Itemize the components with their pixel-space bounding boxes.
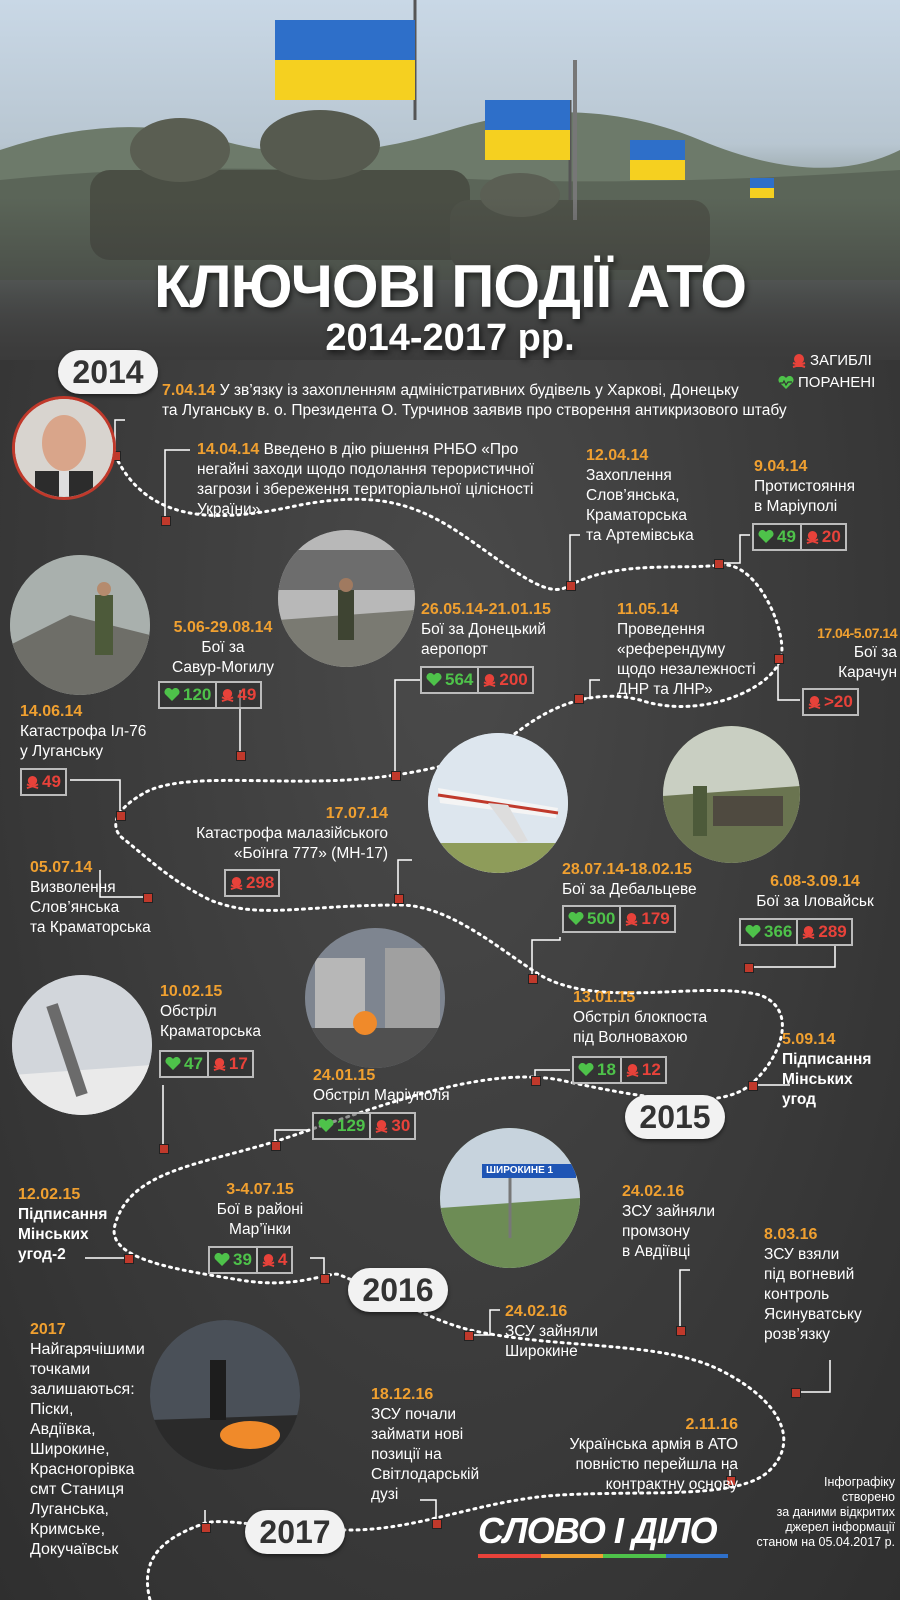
event-13-01-15: 13.01.15 Обстріл блокпоста під Волновахою [573, 989, 708, 1046]
skull-icon [26, 775, 39, 790]
event-8-03-16: 8.03.16 ЗСУ взяли під вогневий контроль Ясинуватську розв’язку [764, 1226, 862, 1343]
timeline-node [791, 1388, 801, 1398]
event-10-02-15: 10.02.15 Обстріл Краматорська [160, 983, 261, 1040]
wounded-count: 39 [210, 1248, 256, 1272]
skull-icon [792, 353, 806, 369]
casualties-marinka [208, 1246, 293, 1274]
timeline-node [394, 894, 404, 904]
event-7-04-14: 7.04.14 У зв’язку із захопленням адміністративних будівель у Харкові, Донецьку та Луганську в. о. Президента О. Турчинов заявив про створення антикризового штабу [162, 382, 787, 419]
wounded-count: 366 [741, 920, 796, 944]
heart-pulse-icon [568, 912, 584, 926]
skull-icon [802, 925, 815, 940]
wounded-count: 120 [160, 683, 215, 707]
timeline-node [566, 581, 576, 591]
dead-count: 200 [477, 668, 531, 692]
skull-icon [213, 1057, 226, 1072]
event-26-05-14-21-01-15: 26.05.14-21.01.15 Бої за Донецький аеропорт [421, 601, 551, 658]
timeline-node [531, 1076, 541, 1086]
event-14-04-14: 14.04.14 Введено в дію рішення РНБО «Про негайні заходи щодо подолання терористичної загрози і збереження територіальної цілісності України» [197, 441, 535, 518]
casualties-savur-mohyla [158, 681, 262, 709]
timeline-node [201, 1523, 211, 1533]
event-11-05-14: 11.05.14 Проведення «референдуму щодо незалежності ДНР та ЛНР» [617, 601, 756, 698]
casualties-volnovakha [572, 1056, 667, 1084]
casualties-kramatorsk [159, 1050, 254, 1078]
timeline-node [236, 751, 246, 761]
event-24-02-16-avdiivka: 24.02.16 ЗСУ зайняли промзону в Авдіївці [622, 1183, 716, 1260]
year-2016: 2016 [348, 1268, 448, 1312]
skull-icon [375, 1119, 388, 1134]
wounded-count: 47 [161, 1052, 207, 1076]
legend-dead [792, 352, 872, 369]
heart-pulse-icon [578, 1063, 594, 1077]
skull-icon [230, 876, 243, 891]
timeline-node [320, 1274, 330, 1284]
skull-icon [806, 530, 819, 545]
event-18-12-16: 18.12.16 ЗСУ почали займати нові позиції на Світлодарській дузі [371, 1386, 480, 1503]
event-5-06-29-08-14: 5.06-29.08.14 Бої за Савур-Могилу [171, 619, 275, 676]
wounded-count: 18 [574, 1058, 620, 1082]
casualties-mh17 [224, 869, 280, 897]
event-12-04-14: 12.04.14 Захоплення Слов’янська, Краматорська та Артемівська [586, 447, 694, 544]
event-14-06-14: 14.06.14 Катастрофа Іл-76 у Луганську [20, 703, 147, 760]
heart-pulse-icon [165, 1057, 181, 1071]
skull-icon [808, 695, 821, 710]
dead-count: 179 [619, 907, 673, 931]
credit-note: Інфографіку створено за даними відкритих джерел інформації станом на 05.04.2017 р. [756, 1475, 895, 1549]
timeline-node [744, 963, 754, 973]
slovo-i-dilo-logo: СЛОВО І ДІЛО [478, 1510, 728, 1558]
timeline-node [676, 1326, 686, 1336]
timeline-node [748, 1081, 758, 1091]
skull-icon [262, 1253, 275, 1268]
dead-count: 298 [226, 871, 278, 895]
event-5-09-14: 5.09.14 Підписання Мінських угод [782, 1031, 872, 1108]
casualties-ilovaisk [739, 918, 853, 946]
casualties-il-76 [20, 768, 67, 796]
heart-pulse-icon [214, 1253, 230, 1267]
wounded-count: 49 [754, 525, 800, 549]
dead-count: 49 [215, 683, 260, 707]
year-2017: 2017 [245, 1510, 345, 1554]
heart-pulse-icon [758, 530, 774, 544]
road-sign-text: ШИРОКИНЕ 1 [486, 1165, 554, 1176]
dead-count: >20 [804, 690, 857, 714]
dead-count: 49 [22, 770, 65, 794]
event-24-02-16-shyrokyne: 24.02.16 ЗСУ зайняли Широкине [505, 1303, 599, 1360]
dead-count: 289 [796, 920, 850, 944]
dead-count: 30 [369, 1114, 414, 1138]
main-title: КЛЮЧОВІ ПОДІЇ АТО [153, 253, 747, 320]
event-28-07-14-18-02-15: 28.07.14-18.02.15 Бої за Дебальцеве [562, 861, 697, 898]
casualties-debaltseve [562, 905, 676, 933]
wounded-count: 564 [422, 668, 477, 692]
wounded-count: 500 [564, 907, 619, 931]
skull-icon [221, 688, 234, 703]
event-2-11-16: 2.11.16 Українська армія в АТО повністю перейшла на контрактну основу [569, 1416, 738, 1493]
timeline-node [464, 1331, 474, 1341]
skull-icon [626, 1063, 639, 1078]
event-17-07-14: 17.07.14 Катастрофа малазійського «Боїнга 777» (МН-17) [196, 805, 388, 862]
logo-underline [478, 1554, 728, 1558]
timeline-node [161, 516, 171, 526]
year-2014: 2014 [58, 350, 158, 394]
legend-wounded-label: ПОРАНЕНІ [798, 374, 876, 391]
timeline-node [391, 771, 401, 781]
dead-count: 4 [256, 1248, 291, 1272]
event-2017: 2017 Найгарячішими точками залишаються: Піски, Авдіївка, Широкине, Красногорівка смт Станиця Луганська, Кримське, Докучаївськ [30, 1321, 145, 1558]
casualties-mariupol [312, 1112, 416, 1140]
event-12-02-15: 12.02.15 Підписання Мінських угод-2 [18, 1186, 108, 1263]
legend-dead-label: ЗАГИБЛІ [810, 352, 872, 369]
dead-count: 12 [620, 1058, 665, 1082]
timeline-node [714, 559, 724, 569]
ruins-photo [10, 555, 150, 695]
casualties-karachun [802, 688, 859, 716]
timeline-node [528, 974, 538, 984]
event-24-01-15: 24.01.15 Обстріл Маріуполя [313, 1067, 450, 1104]
event-05-07-14: 05.07.14 Визволення Слов’янська та Краматорська [30, 859, 151, 936]
timeline-node [574, 694, 584, 704]
casualties-9-04-14 [752, 523, 847, 551]
heart-pulse-icon [164, 688, 180, 702]
heart-pulse-icon [745, 925, 761, 939]
kramatorsk-shelling-photo [12, 975, 152, 1115]
shyrokyne-photo [440, 1128, 580, 1268]
timeline-node [432, 1519, 442, 1529]
wounded-count: 129 [314, 1114, 369, 1138]
tank-photo [663, 726, 800, 863]
skull-icon [483, 673, 496, 688]
timeline-node [159, 1144, 169, 1154]
event-6-08-3-09-14: 6.08-3.09.14 Бої за Іловайськ [756, 873, 874, 910]
airport-photo [278, 530, 415, 667]
skull-icon [625, 912, 638, 927]
event-3-4-07-15: 3-4.07.15 Бої в районі Мар’їнки [216, 1181, 304, 1238]
dead-count: 17 [207, 1052, 252, 1076]
year-2015: 2015 [625, 1095, 725, 1139]
heart-pulse-icon [426, 673, 442, 687]
battlefield-photo [150, 1320, 300, 1470]
mariupol-shelling-photo [305, 928, 445, 1068]
dead-count: 20 [800, 525, 845, 549]
subtitle-years: 2014-2017 рр. [325, 317, 575, 359]
boeing-photo [428, 733, 568, 873]
turchynov-photo [12, 396, 116, 500]
heart-pulse-icon [318, 1119, 334, 1133]
event-17-04-5-07-14: 17.04-5.07.14 Бої за Карачун [817, 625, 897, 681]
casualties-donetsk-airport [420, 666, 534, 694]
timeline-node [116, 811, 126, 821]
event-9-04-14: 9.04.14 Протистояння в Маріуполі [754, 458, 855, 515]
timeline-node [271, 1141, 281, 1151]
